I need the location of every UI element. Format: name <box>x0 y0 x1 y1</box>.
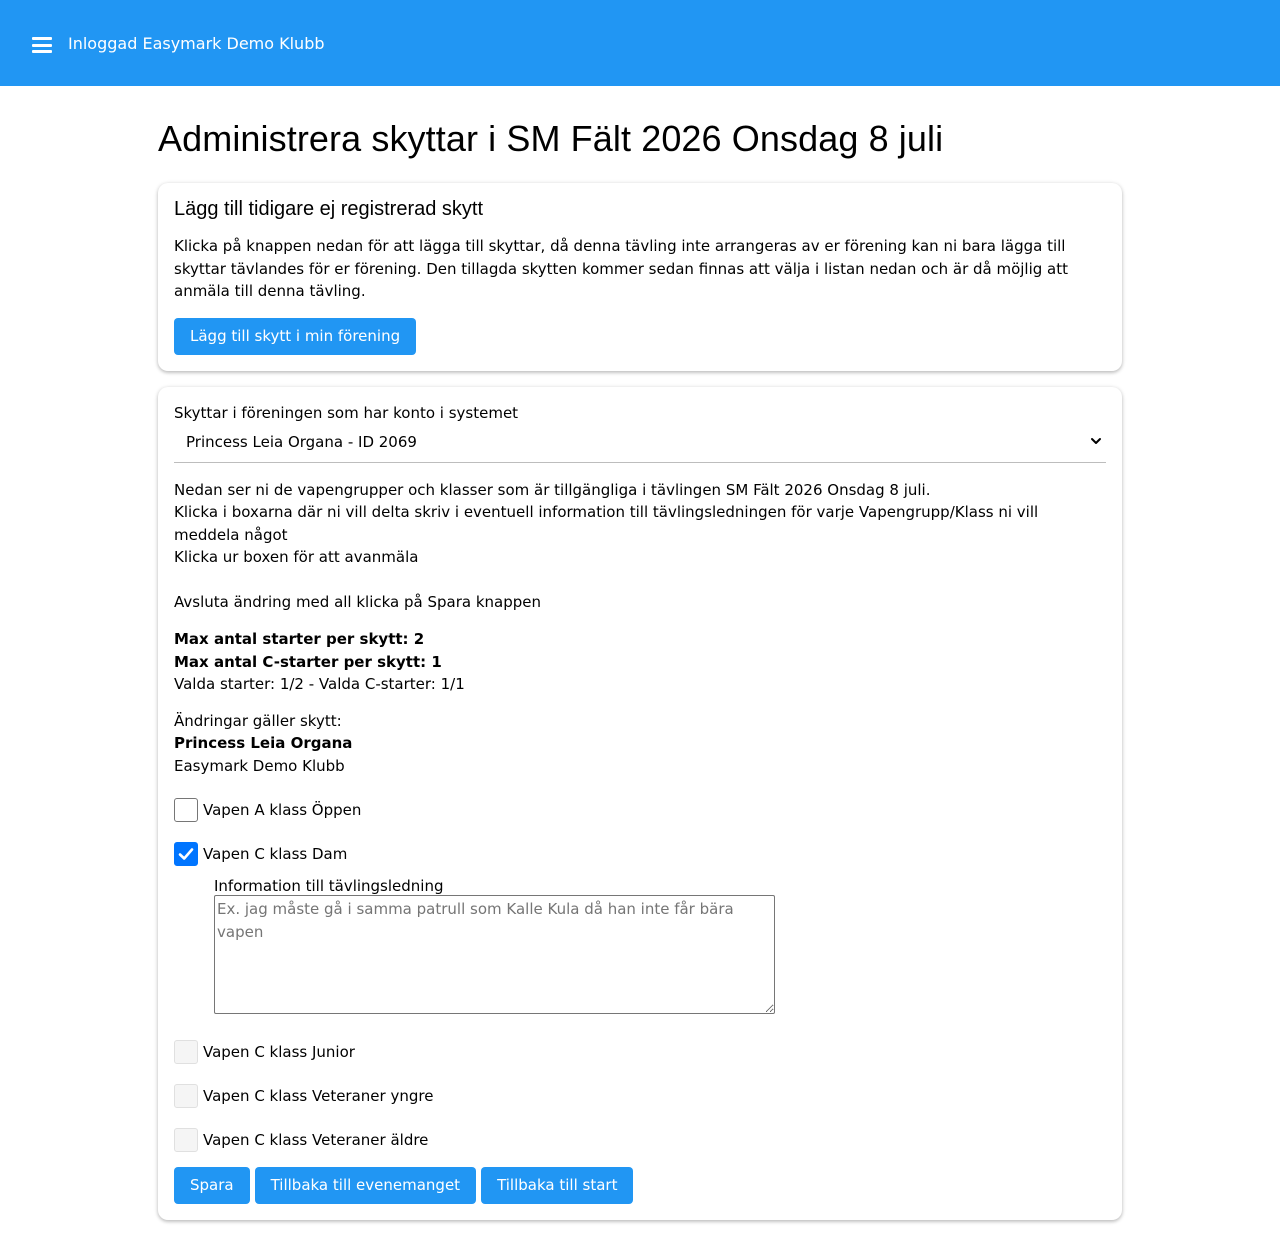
class-option-a-open <box>174 797 1106 823</box>
class-option-c-junior <box>174 1039 1106 1065</box>
max-c-starts: Max antal C-starter per skytt: 1 <box>174 652 442 671</box>
main-container <box>158 119 1122 1220</box>
add-shooter-description: Klicka på knappen nedan för att lägga till skyttar, då denna tävling inte arrangeras av er förening kan ni bara lägga till skyttar tävlandes för er förening. Den tillagda skytten kommer sedan finnas att välja i listan nedan och är då möjlig att anmäla till denna tävling. <box>174 237 1069 300</box>
selected-starts: Valda starter: 1/2 - Valda C-starter: 1/1 <box>174 675 465 693</box>
shooter-name: Princess Leia Organa <box>174 734 353 752</box>
add-shooter-button[interactable]: Lägg till skytt i min förening <box>174 318 416 355</box>
back-to-start-button[interactable]: Tillbaka till start <box>481 1167 633 1204</box>
info-label: Information till tävlingsledning <box>214 877 444 895</box>
class-label: Vapen C klass Dam <box>203 845 348 863</box>
add-shooter-heading: Lägg till tidigare ej registrerad skytt <box>174 198 484 220</box>
class-label: Vapen C klass Veteraner yngre <box>203 1087 434 1105</box>
instruction-line: Klicka ur boxen för att avanmäla <box>174 548 419 566</box>
top-app-bar <box>0 0 1280 86</box>
save-button[interactable]: Spara <box>174 1167 250 1204</box>
class-checkbox-c-junior[interactable] <box>174 1040 198 1064</box>
max-starts: Max antal starter per skytt: 2 <box>174 630 425 648</box>
info-block-c-dam <box>214 877 1106 1014</box>
class-option-c-veteran-older <box>174 1127 1106 1153</box>
menu-icon-bar <box>32 50 52 53</box>
action-buttons <box>174 1167 1106 1204</box>
instruction-line: Klicka i boxarna där ni vill delta skriv i eventuell information till tävlingsledningen för varje Vapengrupp/Klass ni vill meddela något <box>174 503 1039 544</box>
back-to-event-button[interactable]: Tillbaka till evenemanget <box>255 1167 476 1204</box>
menu-icon[interactable] <box>32 37 52 53</box>
instructions <box>174 479 1106 614</box>
page-title: Administrera skyttar i SM Fält 2026 Onsdag 8 juli <box>158 118 944 159</box>
shooter-select-label: Skyttar i föreningen som har konto i systemet <box>174 403 519 422</box>
changes-for-label: Ändringar gäller skytt: <box>174 711 342 730</box>
info-textarea[interactable] <box>214 895 775 1014</box>
shooter-club: Easymark Demo Klubb <box>174 756 345 775</box>
class-label: Vapen C klass Junior <box>203 1043 355 1061</box>
start-limits <box>174 628 1106 696</box>
class-checkbox-c-veteran-younger[interactable] <box>174 1084 198 1108</box>
shooter-select-value: Princess Leia Organa - ID 2069 <box>186 433 417 451</box>
class-label: Vapen A klass Öppen <box>203 801 362 819</box>
logged-in-title: Inloggad Easymark Demo Klubb <box>68 33 325 53</box>
class-label: Vapen C klass Veteraner äldre <box>203 1131 429 1149</box>
finish-instruction: Avsluta ändring med all klicka på Spara knappen <box>174 592 542 611</box>
shooters-card <box>158 387 1122 1221</box>
shooter-info <box>174 710 1106 778</box>
checkmark-icon <box>177 845 195 863</box>
class-checkbox-c-veteran-older[interactable] <box>174 1128 198 1152</box>
chevron-down-icon <box>1090 435 1102 447</box>
class-checkbox-c-dam[interactable] <box>174 842 198 866</box>
class-option-c-veteran-younger <box>174 1083 1106 1109</box>
menu-icon-bar <box>32 37 52 40</box>
menu-icon-bar <box>32 44 52 47</box>
add-shooter-card <box>158 183 1122 371</box>
instruction-line: Nedan ser ni de vapengrupper och klasser som är tillgängliga i tävlingen SM Fält 2026 Onsdag 8 juli. <box>174 480 931 499</box>
class-option-c-dam <box>174 841 1106 867</box>
shooter-select[interactable] <box>174 423 1106 463</box>
class-checkbox-a-open[interactable] <box>174 798 198 822</box>
